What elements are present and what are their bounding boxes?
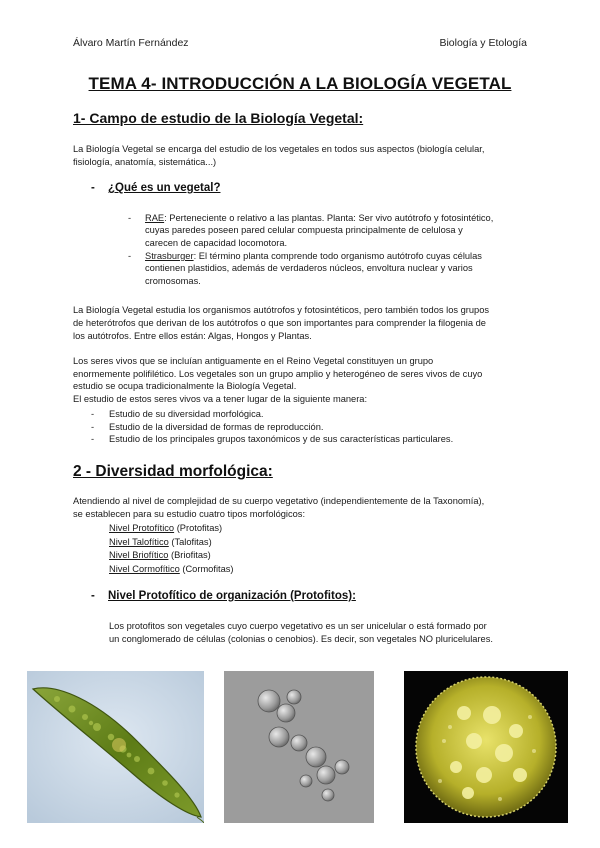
list-dash: - [91,421,95,432]
protofitos-paragraph [109,620,549,646]
levels-list [109,522,234,576]
header-subject: Biología y Etología [439,37,527,49]
text-line: un conglomerado de células (colonias o cenobios). Es decir, son vegetales NO pluricelulares. [109,634,493,645]
text-line: La Biología Vegetal estudia los organismos autótrofos y fotosintéticos, pero también todos los grupos [73,305,490,315]
level-group: (Protofitas) [174,523,223,533]
list-dash: - [91,409,95,419]
level-item [109,522,234,536]
protofitos-heading: Nivel Protofítico de organización (Protofitos): [108,590,356,602]
list-item [91,408,453,421]
text-line: El estudio de estos seres vivos va a tener lugar de la siguiente manera: [73,393,368,404]
volvox-micrograph [404,671,568,823]
list-item [91,421,453,434]
level-name: Nivel Briofítico [109,550,169,560]
list-dash: - [91,434,95,445]
question-heading: ¿Qué es un vegetal? [108,182,221,194]
text-line: Atendiendo al nivel de complejidad de su cuerpo vegetativo (independientemente de la Taxonomía), [73,496,485,506]
text-line: enormemente polifilético. Los vegetales son un grupo amplio y heterogéneo de seres vivos de cuyo [73,368,483,379]
list-item [91,433,453,446]
text-line: : Perteneciente o relativo a las plantas. Planta: Ser vivo autótrofo y fotosintético, [164,213,494,223]
level-item [109,549,234,563]
def-source: Strasburger [145,251,194,261]
section2-heading: 2 - Diversidad morfológica: [73,463,273,480]
text-line: carecen de capacidad locomotora. [145,237,288,248]
text-line: : El término planta comprende todo organismo autótrofo cuyas células [193,251,482,261]
text-line: contienen plastidios, además de verdaderos núcleos, envoltura nuclear y varios [145,263,473,274]
section2-intro [73,495,543,521]
level-name: Nivel Cormofítico [109,563,180,574]
bullet-dash: - [91,182,95,194]
level-group: (Cormofitas) [179,563,234,574]
section1-intro [73,143,543,169]
text-line: La Biología Vegetal se encarga del estudio de los vegetales en todos sus aspectos (biología celular, [73,144,485,154]
text-line: Los seres vivos que se incluían antiguamente en el Reino Vegetal constituyen un grupo [73,356,434,366]
text-line: de heterótrofos que derivan de los autótrofos o que son importantes para comprender la filogenia de [73,318,486,329]
header-author: Álvaro Martín Fernández [73,37,189,49]
text-line: los autótrofos. Entre ellos están: Algas, Hongos y Plantas. [73,331,312,342]
page-title: TEMA 4- INTRODUCCIÓN A LA BIOLOGÍA VEGETAL [88,74,512,93]
level-group: (Briofitas) [168,550,211,560]
text-line: fisiología, anatomía, sistemática...) [73,157,217,168]
paragraph-kingdom [73,355,543,405]
definition-strasburger [145,250,545,287]
level-item [109,536,234,550]
yeast-micrograph [224,671,374,823]
def-dash: - [128,213,132,223]
text-line: Los protofitos son vegetales cuyo cuerpo vegetativo es un ser unicelular o está formado por [109,621,487,631]
def-dash: - [128,251,132,261]
level-name: Nivel Talofítico [109,536,169,547]
level-name: Nivel Protofítico [109,523,175,533]
text-line: se establecen para su estudio cuatro tipos morfológicos: [73,509,306,520]
list-item-text: Estudio de la diversidad de formas de reproducción. [109,421,324,432]
euglena-micrograph [27,671,204,823]
list-item-text: Estudio de los principales grupos taxonómicos y de sus características particulares. [109,434,454,445]
paragraph-organisms [73,304,543,344]
sub-dash: - [91,590,95,602]
list-item-text: Estudio de su diversidad morfológica. [109,409,264,419]
section1-heading: 1- Campo de estudio de la Biología Vegetal: [73,110,364,126]
level-item [109,563,234,577]
def-source: RAE [145,213,165,223]
definition-rae [145,212,545,249]
text-line: cromosomas. [145,275,201,286]
text-line: cuyas paredes poseen pared celular compuesta principalmente de celulosa y [145,225,463,236]
text-line: estudio se ocupa tradicionalmente la Biología Vegetal. [73,381,297,391]
level-group: (Talofitas) [168,536,212,547]
study-list [91,408,453,446]
